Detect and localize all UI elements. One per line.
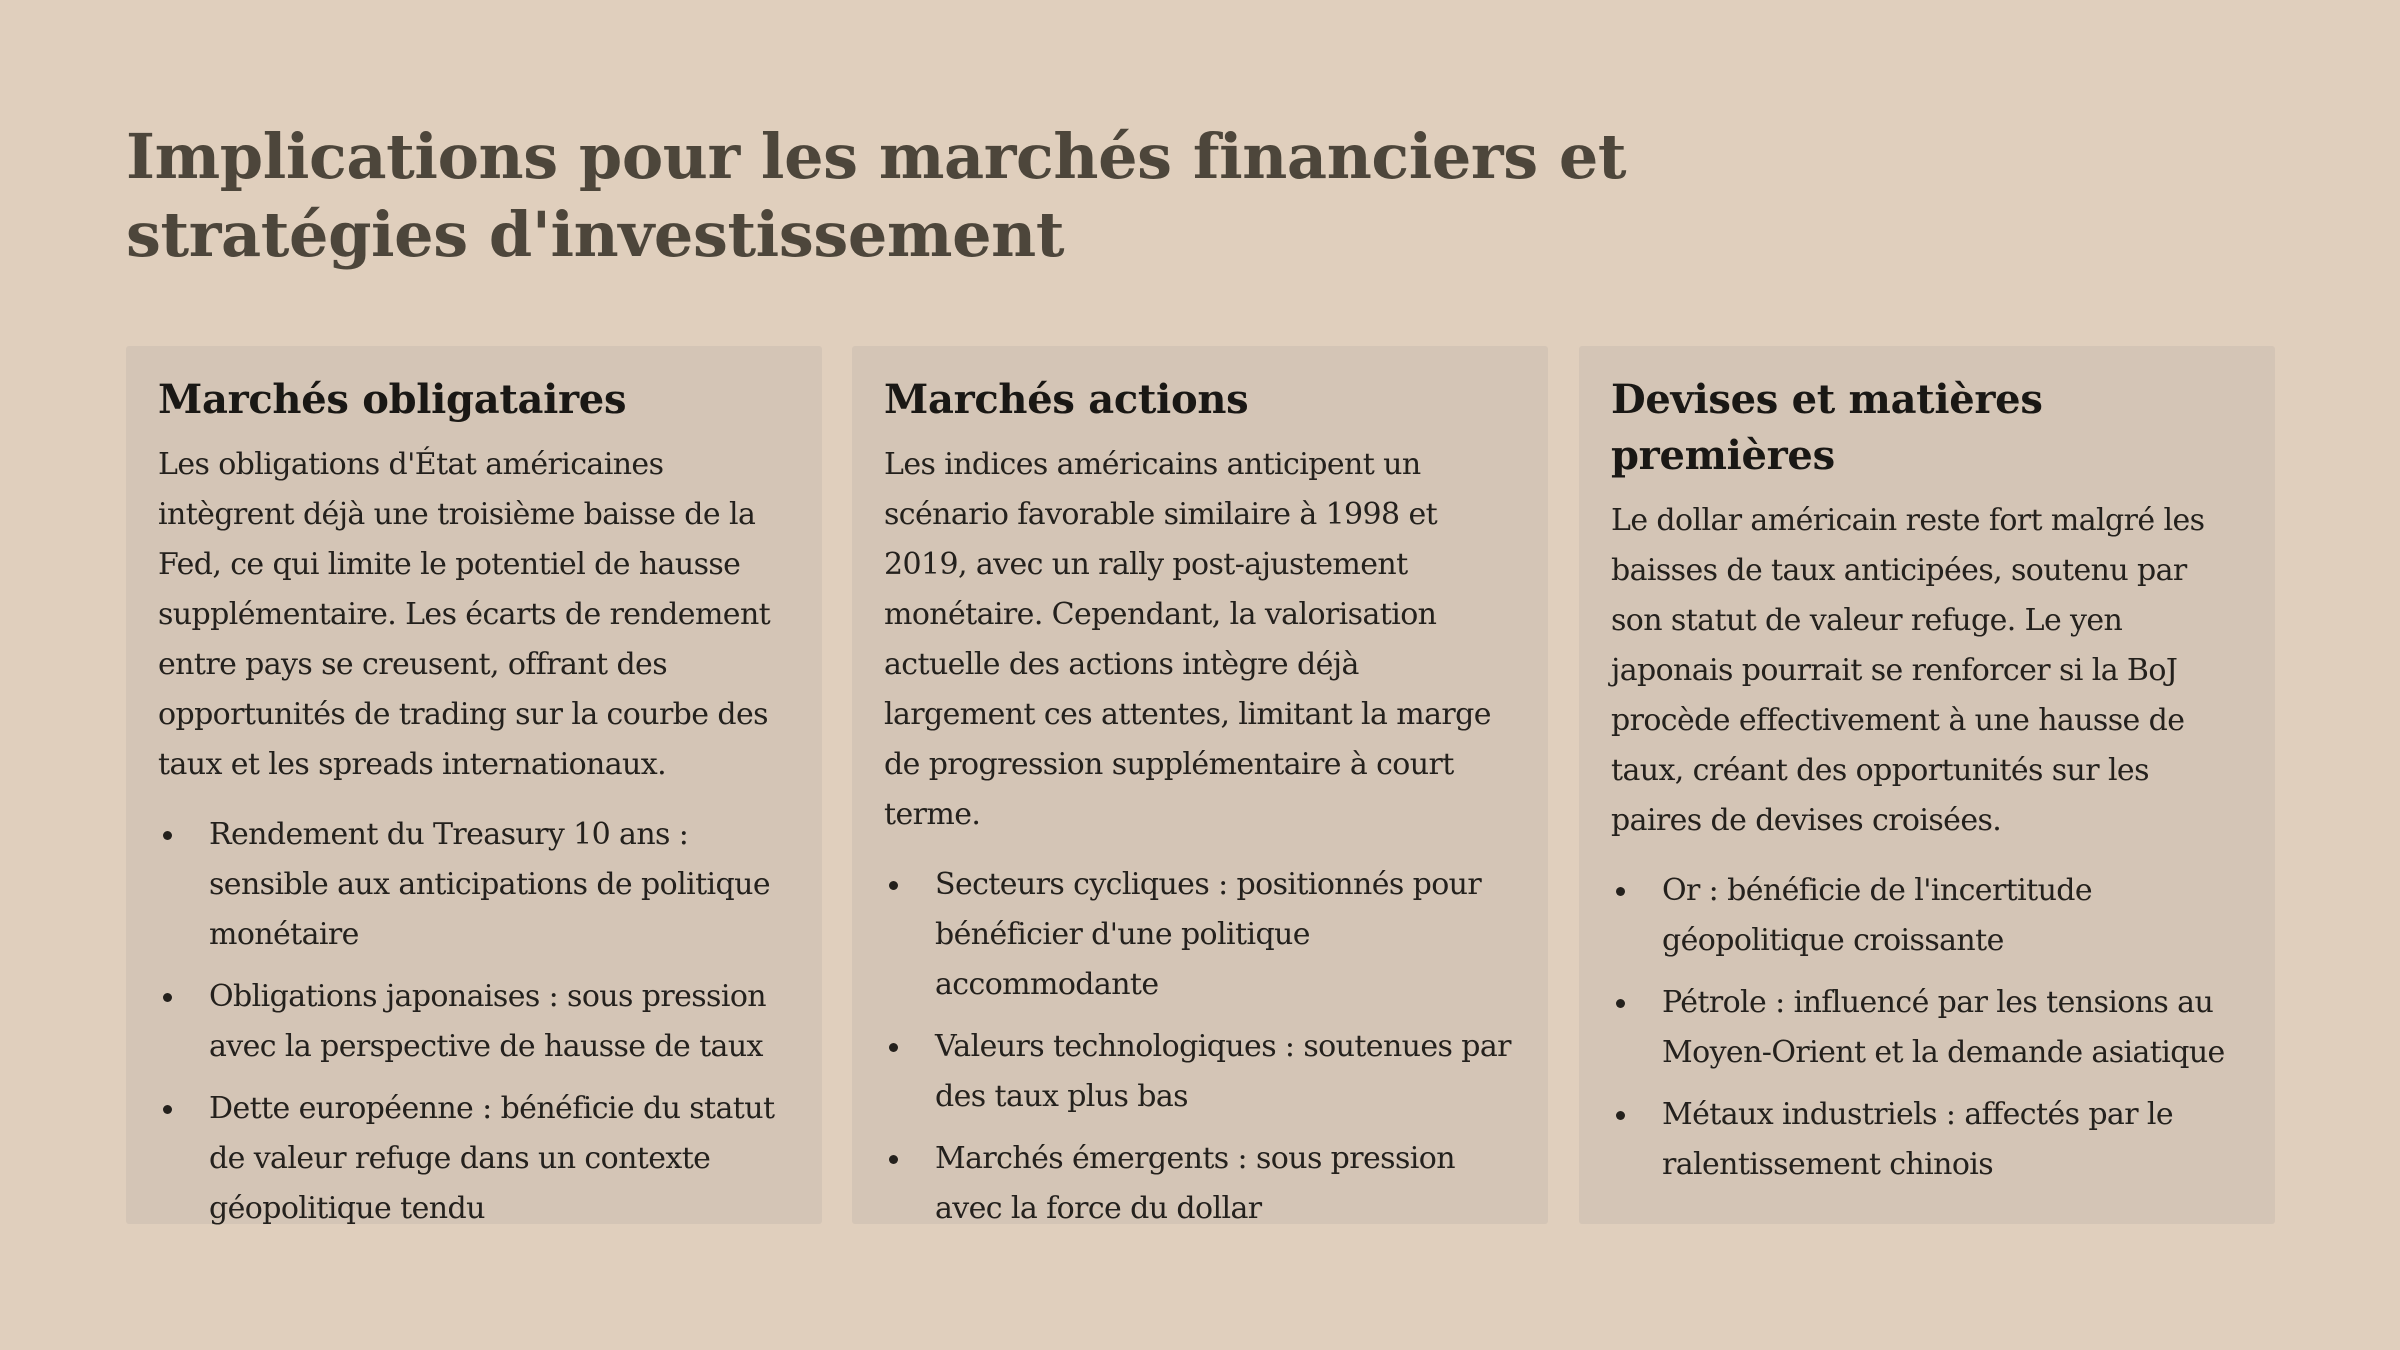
list-item — [884, 1134, 1518, 1234]
bullet-text: Dette européenne : bénéficie du statut de valeur refuge dans un contexte géopolitique tendu — [209, 1091, 775, 1226]
list-item — [1611, 866, 2245, 966]
list-item — [158, 1084, 792, 1234]
card-bond-markets — [126, 346, 822, 1224]
bullet-icon — [163, 993, 172, 1002]
card-body: Les obligations d'État américaines intègrent déjà une troisième baisse de la Fed, ce qui limite le potentiel de hausse supplémentaire. Les écarts de rendement entre pays se creusent, offrant des opportunités de trading sur la courbe des taux et les spreads internationaux. — [158, 447, 771, 782]
card-body: Le dollar américain reste fort malgré les baisses de taux anticipées, soutenu par son statut de valeur refuge. Le yen japonais pourrait se renforcer si la BoJ procède effectivement à une hausse de taux, créant des opportunités sur les paires de devises croisées. — [1611, 503, 2205, 838]
bullet-text: Obligations japonaises : sous pression avec la perspective de hausse de taux — [209, 979, 767, 1064]
bullet-text: Valeurs technologiques : soutenues par des taux plus bas — [935, 1029, 1511, 1114]
list-item — [884, 860, 1518, 1010]
list-item — [158, 810, 792, 960]
bullet-icon — [889, 1043, 898, 1052]
cards-row — [126, 346, 2274, 1224]
list-item — [1611, 978, 2245, 1078]
bullet-text: Pétrole : influencé par les tensions au Moyen-Orient et la demande asiatique — [1662, 985, 2225, 1070]
bullet-list — [884, 860, 1518, 1234]
card-currencies-commodities — [1579, 346, 2275, 1224]
card-title: Devises et matières premières — [1611, 376, 2043, 479]
bullet-icon — [889, 1155, 898, 1164]
card-equity-markets — [852, 346, 1548, 1224]
list-item — [884, 1022, 1518, 1122]
bullet-text: Marchés émergents : sous pression avec la force du dollar — [935, 1141, 1455, 1226]
card-title: Marchés obligataires — [158, 376, 627, 423]
bullet-icon — [1616, 999, 1625, 1008]
list-item — [158, 972, 792, 1072]
bullet-icon — [163, 1105, 172, 1114]
bullet-text: Rendement du Treasury 10 ans : sensible aux anticipations de politique monétaire — [209, 817, 770, 952]
bullet-icon — [889, 881, 898, 890]
list-item — [1611, 1090, 2245, 1190]
bullet-icon — [1616, 1111, 1625, 1120]
card-body: Les indices américains anticipent un scénario favorable similaire à 1998 et 2019, avec un rally post-ajustement monétaire. Cependant, la valorisation actuelle des actions intègre déjà largement ces attentes, limitant la marge de progression supplémentaire à court terme. — [884, 447, 1491, 832]
card-title: Marchés actions — [884, 376, 1249, 423]
bullet-list — [158, 810, 792, 1234]
page-title: Implications pour les marchés financiers et stratégies d'investissement — [126, 120, 1627, 271]
bullet-text: Métaux industriels : affectés par le ralentissement chinois — [1662, 1097, 2174, 1182]
bullet-icon — [1616, 887, 1625, 896]
bullet-text: Or : bénéficie de l'incertitude géopolitique croissante — [1662, 873, 2093, 958]
bullet-text: Secteurs cycliques : positionnés pour bénéficier d'une politique accommodante — [935, 867, 1482, 1002]
bullet-list — [1611, 866, 2245, 1190]
bullet-icon — [163, 831, 172, 840]
slide — [126, 118, 2274, 1226]
